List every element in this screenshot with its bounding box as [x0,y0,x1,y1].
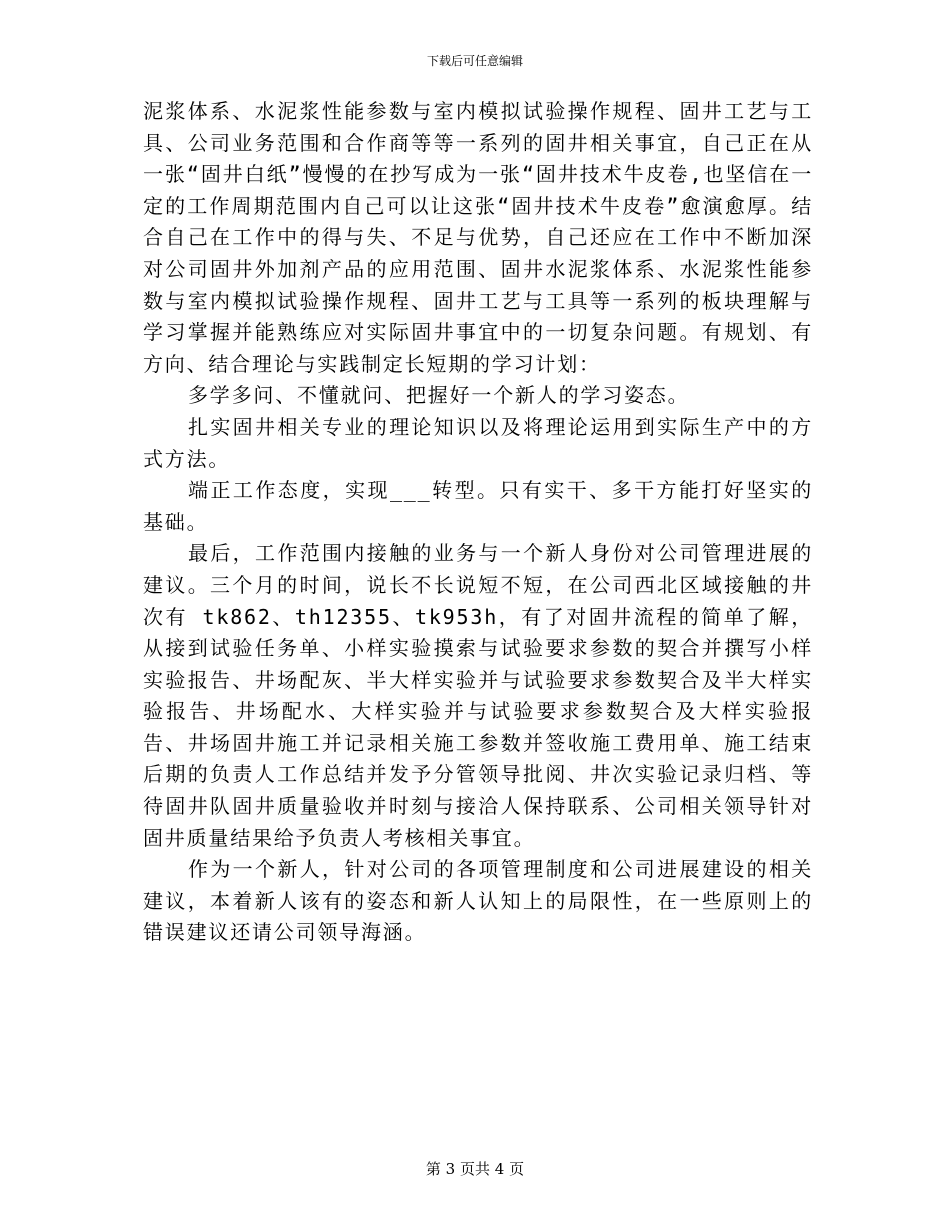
page-header: 下载后可任意编辑 [426,54,523,68]
paragraph: 扎实固井相关专业的理论知识以及将理论运用到实际生产中的方式方法。 [143,414,813,471]
paragraph: 多学多问、不懂就问、把握好一个新人的学习姿态。 [188,383,690,408]
paragraph: 最后，工作范围内接触的业务与一个新人身份对公司管理进展的建议。三个月的时间，说长不长说短不短，在公司西北区域接触的井次有 tk862、th12355、tk953h，有了对固井流程的简单了解，从接到试验任务单、小样实验摸索与试验要求参数的契合并撰写小样实验报告、井场配灰、半大样实验并与试验要求参数契合及半大样实验报告、井场配水、大样实验并与试验要求参数契合及大样实验报告、井场固井施工并记录相关施工参数并签收施工费用单、施工结束后期的负责人工作总结并发予分管领导批阅、井次实验记录归档、等待固井队固井质量验收并时刻与接洽人保持联系、公司相关领导针对固井质量结果给予负责人考核相关事宜。 [143,541,813,850]
paragraph: 泥浆体系、水泥浆性能参数与室内模拟试验操作规程、固井工艺与工具、公司业务范围和合作商等等一系列的固井相关事宜，自己正在从一张“固井白纸”慢慢的在抄写成为一张“固井技术牛皮卷,也坚信在一定的工作周期范围内自己可以让这张“固井技术牛皮卷”愈演愈厚。结合自己在工作中的得与失、不足与优势，自己还应在工作中不断加深对公司固井外加剂产品的应用范围、固井水泥浆体系、水泥浆性能参数与室内模拟试验操作规程、固井工艺与工具等一系列的板块理解与学习掌握并能熟练应对实际固井事宜中的一切复杂问题。有规划、有方向、结合理论与实践制定长短期的学习计划： [143,99,813,376]
paragraph: 作为一个新人，针对公司的各项管理制度和公司进展建设的相关建议，本着新人该有的姿态和新人认知上的局限性，在一些原则上的错误建议还请公司领导海涵。 [143,857,813,945]
document-body [143,96,813,949]
paragraph: 端正工作态度，实现___转型。只有实干、多干方能打好坚实的基础。 [143,478,813,534]
page-number: 第 3 页共 4 页 [425,1160,525,1178]
